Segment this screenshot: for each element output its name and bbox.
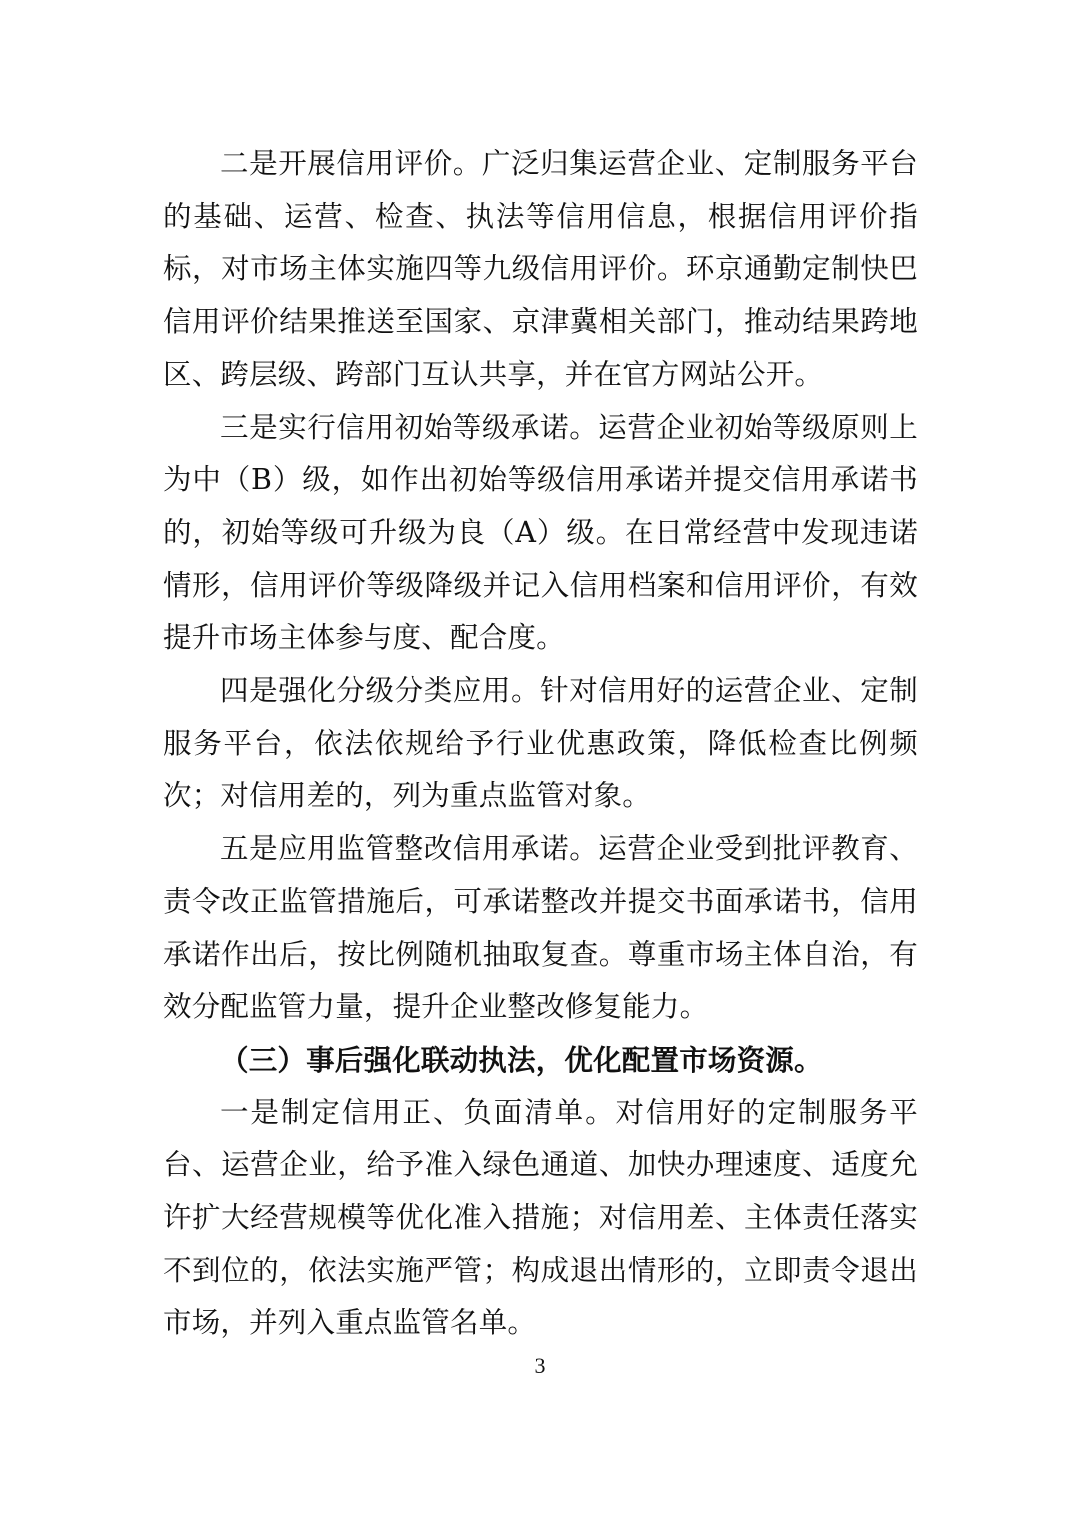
paragraph-credit-evaluation: 二是开展信用评价。广泛归集运营企业、定制服务平台的基础、运营、检查、执法等信用信息，根据信用评价指标，对市场主体实施四等九级信用评价。环京通勤定制快巴信用评价结果推送至国家、京津冀相关部门，推动结果跨地区、跨层级、跨部门互认共享，并在官方网站公开。: [163, 147, 918, 391]
page-number: 3: [534, 1353, 546, 1378]
paragraph-initial-level-commitment: 三是实行信用初始等级承诺。运营企业初始等级原则上为中（B）级，如作出初始等级信用承诺并提交信用承诺书的，初始等级可升级为良（A）级。在日常经营中发现违诺情形，信用评价等级降级并记入信用档案和信用评价，有效提升市场主体参与度、配合度。: [163, 410, 918, 655]
body-text: [163, 138, 918, 1350]
paragraph-rectification-commitment: 五是应用监管整改信用承诺。运营企业受到批评教育、责令改正监管措施后，可承诺整改并提交书面承诺书，信用承诺作出后，按比例随机抽取复查。尊重市场主体自治，有效分配监管力量，提升企业整改修复能力。: [163, 832, 918, 1024]
section-heading: （三）事后强化联动执法，优化配置市场资源。: [220, 1042, 823, 1077]
paragraph-classified-application: 四是强化分级分类应用。针对信用好的运营企业、定制服务平台，依法依规给予行业优惠政策，降低检查比例频次；对信用差的，列为重点监管对象。: [163, 674, 918, 813]
paragraph-positive-negative-list: 一是制定信用正、负面清单。对信用好的定制服务平台、运营企业，给予准入绿色通道、加快办理速度、适度允许扩大经营规模等优化准入措施；对信用差、主体责任落实不到位的，依法实施严管；构成退出情形的，立即责令退出市场，并列入重点监管名单。: [163, 1095, 918, 1340]
